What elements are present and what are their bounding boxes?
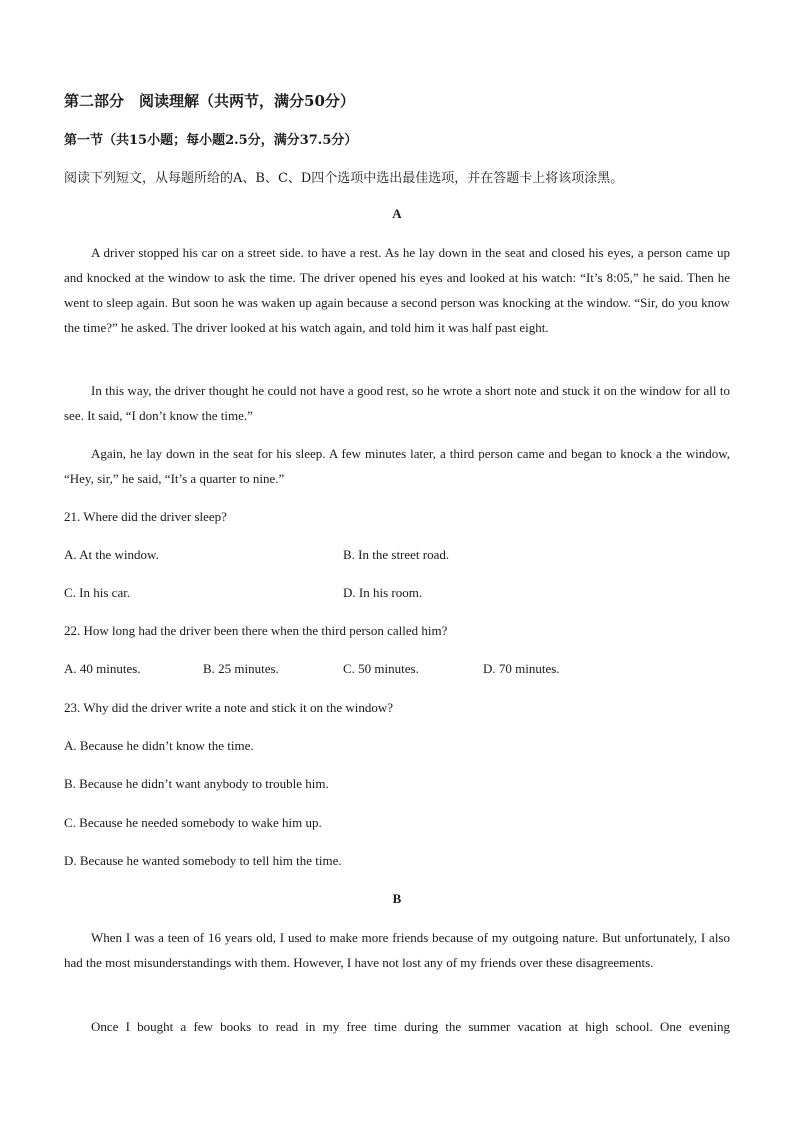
question-22-option-d: D. 70 minutes.: [483, 661, 560, 676]
passage-a-paragraph-2: In this way, the driver thought he could not have a good rest, so he wrote a short note and stuck it on the window for all to see. It said, “I don’t know the time.”: [64, 383, 730, 423]
question-22-option-b: B. 25 minutes.: [203, 661, 279, 676]
passage-b-label: B: [392, 891, 402, 906]
question-22-stem: 22. How long had the driver been there when the third person called him?: [64, 623, 448, 638]
part-title: 第二部分 阅读理解（共两节，满分50分）: [64, 92, 355, 110]
question-22-option-c: C. 50 minutes.: [343, 661, 419, 676]
passage-b-paragraph-1: When I was a teen of 16 years old, I used to make more friends because of my outgoing nature. But unfortunately, I also had the most misunderstandings with them. However, I have not lost any of my friends over these disagreements.: [64, 930, 730, 970]
question-23-option-c: C. Because he needed somebody to wake him up.: [64, 815, 322, 830]
question-23-option-d: D. Because he wanted somebody to tell him the time.: [64, 853, 342, 868]
question-21-option-b: B. In the street road.: [343, 547, 450, 562]
instruction-text: 阅读下列短文，从每题所给的A、B、C、D四个选项中选出最佳选项，并在答题卡上将该项涂黑。: [64, 171, 624, 186]
passage-a-label: A: [392, 206, 402, 221]
question-21-stem: 21. Where did the driver sleep?: [64, 509, 227, 524]
passage-b-paragraph-2: Once I bought a few books to read in my free time during the summer vacation at high school. One evening: [91, 1019, 730, 1034]
passage-a-paragraph-3: Again, he lay down in the seat for his sleep. A few minutes later, a third person came and began to knock a the window, “Hey, sir,” he said, “It’s a quarter to nine.”: [64, 446, 730, 486]
question-21-option-d: D. In his room.: [343, 585, 423, 600]
question-23-option-a: A. Because he didn’t know the time.: [64, 738, 254, 753]
section-title: 第一节（共15小题；每小题2.5分，满分37.5分）: [64, 133, 358, 148]
question-22-option-a: A. 40 minutes.: [64, 661, 141, 676]
question-23-option-b: B. Because he didn’t want anybody to trouble him.: [64, 776, 329, 791]
question-21-option-c: C. In his car.: [64, 585, 131, 600]
passage-a-paragraph-1: A driver stopped his car on a street side. to have a rest. As he lay down in the seat and closed his eyes, a person came up and knocked at the window to ask the time. The driver opened his eyes and looked at his watch: “It’s 8:05,” he said. Then he went to sleep again. But soon he was waken up again because a second person was knocking at the window. “Sir, do you know the time?” he asked. The driver looked at his watch again, and told him it was half past eight.: [64, 245, 730, 335]
question-21-option-a: A. At the window.: [64, 547, 159, 562]
question-23-stem: 23. Why did the driver write a note and stick it on the window?: [64, 700, 394, 715]
